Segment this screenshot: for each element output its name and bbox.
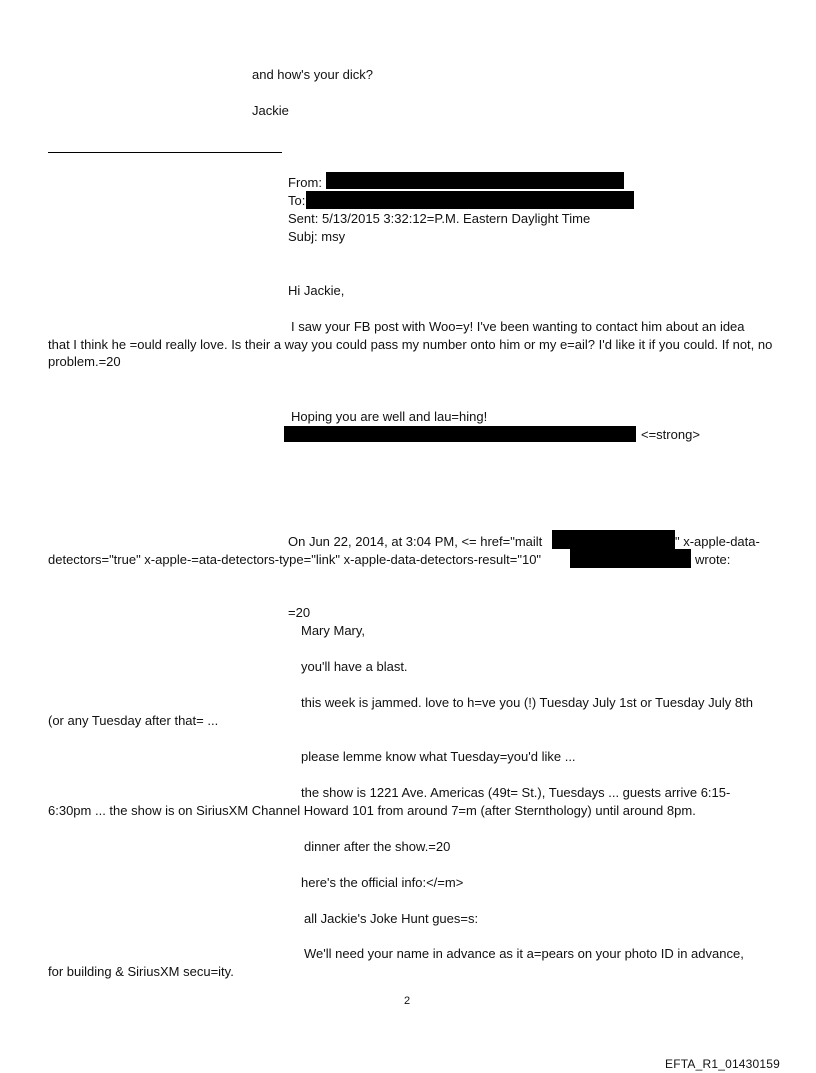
redaction-block: [552, 530, 675, 549]
body-line: (or any Tuesday after that= ...: [48, 713, 219, 728]
quote-header-line2: detectors="true" x-apple-=ata-detectors-type="link" x-apple-data-detectors-result="10": [48, 552, 542, 567]
separator-rule: [48, 152, 282, 153]
paragraph-first-line: I saw your FB post with Woo=y! I've been wanting to contact him about an idea: [291, 319, 745, 334]
body-line: for building & SiriusXM secu=ity.: [48, 964, 234, 979]
body-line: and how's your dick?: [252, 67, 373, 82]
body-line: here's the official info:</=m>: [301, 875, 464, 890]
body-line: We'll need your name in advance as it a=pears on your photo ID in advance,: [304, 946, 744, 961]
quote-header-line1-end: " x-apple-data-: [675, 534, 760, 549]
sent-line: Sent: 5/13/2015 3:32:12=P.M. Eastern Daylight Time: [288, 211, 591, 226]
encoding-marker: =20: [288, 605, 311, 620]
body-line: dinner after the show.=20: [304, 839, 451, 854]
redaction-block: [306, 191, 634, 209]
body-line: please lemme know what Tuesday=you'd like ...: [301, 749, 576, 764]
subject-line: Subj: msy: [288, 229, 346, 244]
signature: Jackie: [252, 103, 289, 118]
body-line: this week is jammed. love to h=ve you (!) Tuesday July 1st or Tuesday July 8th: [301, 695, 753, 710]
redaction-block: [284, 426, 636, 442]
from-label: From:: [288, 175, 322, 190]
closing-line: Hoping you are well and lau=hing!: [291, 409, 488, 424]
salutation: Mary Mary,: [301, 623, 366, 638]
to-label: To:: [288, 193, 306, 208]
bates-number: EFTA_R1_01430159: [665, 1057, 781, 1071]
quote-header-line1: On Jun 22, 2014, at 3:04 PM, <= href="mailt: [288, 534, 543, 549]
wrote-label: wrote:: [695, 552, 731, 567]
page-number: 2: [404, 995, 411, 1007]
greeting: Hi Jackie,: [288, 283, 345, 298]
body-line: 6:30pm ... the show is on SiriusXM Channel Howard 101 from around 7=m (after Sternthology) until around 8pm.: [48, 803, 696, 818]
redaction-block: [326, 172, 624, 189]
body-line: the show is 1221 Ave. Americas (49t= St.), Tuesdays ... guests arrive 6:15-: [301, 785, 731, 800]
body-line: all Jackie's Joke Hunt gues=s:: [304, 911, 479, 926]
strong-tag-text: <=strong>: [641, 427, 700, 442]
redaction-block: [570, 549, 691, 568]
paragraph-continuation: that I think he =ould really love. Is their a way you could pass my number onto him or my e=ail? I'd like it if you could. If not, no problem.=20: [48, 337, 773, 369]
body-line: you'll have a blast.: [301, 659, 408, 674]
